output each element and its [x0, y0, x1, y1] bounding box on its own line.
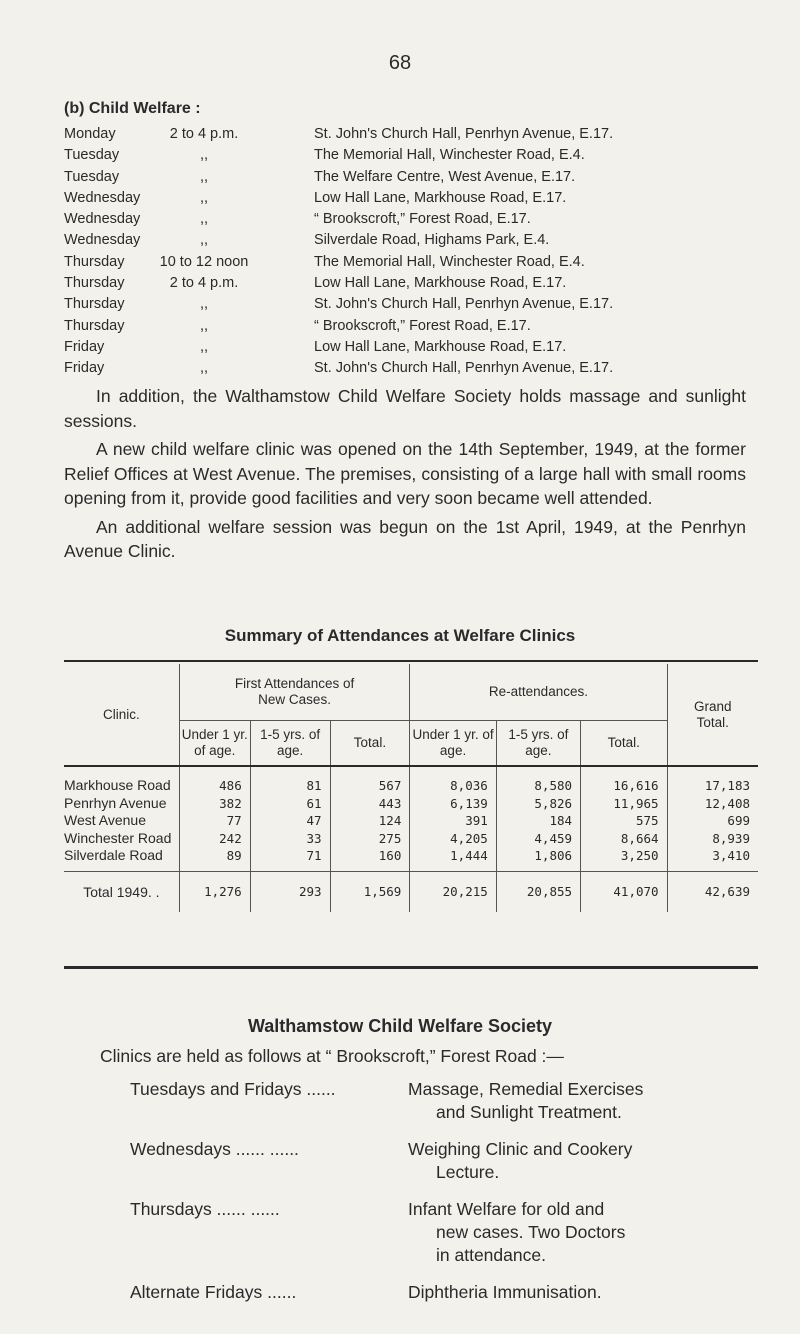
- schedule-day: Thursday: [64, 275, 125, 292]
- cell-re-total: 16,616: [581, 777, 668, 795]
- schedule-place: Silverdale Road, Highams Park, E.4.: [314, 232, 550, 249]
- paragraph: In addition, the Walthamstow Child Welfare Society holds massage and sunlight sessions.: [64, 386, 746, 431]
- schedule-place: St. John's Church Hall, Penrhyn Avenue, E.17.: [314, 296, 614, 313]
- society-what: [408, 1138, 750, 1184]
- cell-re-1to5: 8,580: [496, 777, 580, 795]
- cell-first-under1: 486: [179, 777, 250, 795]
- header-re-attendances: Re-attendances.: [410, 664, 667, 721]
- spacer-cell: [410, 766, 496, 777]
- cell-re-1to5: 1,806: [496, 847, 580, 865]
- society-item: [130, 1198, 750, 1267]
- schedule-time: ,,: [199, 360, 209, 377]
- cell-first-1to5: 61: [250, 795, 330, 813]
- schedule-time: ,,: [199, 317, 209, 334]
- society-when: Thursdays ...... ......: [130, 1199, 280, 1219]
- society-what-line: Massage, Remedial Exercises: [408, 1079, 644, 1099]
- schedule-place: St. John's Church Hall, Penrhyn Avenue, E.17.: [314, 126, 614, 142]
- cell-re-under1: 8,036: [410, 777, 496, 795]
- cell-re-total: 8,664: [581, 830, 668, 848]
- society-item: [130, 1138, 750, 1184]
- cell-re-1to5: 4,459: [496, 830, 580, 848]
- schedule-place: Low Hall Lane, Markhouse Road, E.17.: [314, 275, 567, 292]
- paragraph: A new child welfare clinic was opened on the 14th September, 1949, at the former Relief Offices at West Avenue. The premises, consisting of a large hall with small rooms opening from it, provide good facilities and very soon became well attended.: [64, 439, 746, 508]
- cell-first-total: 443: [330, 795, 410, 813]
- cell-grand: 42,639: [667, 871, 758, 912]
- schedule-day: Friday: [64, 360, 105, 377]
- schedule-day: Thursday: [64, 253, 125, 270]
- table-row: [64, 777, 758, 795]
- schedule-place: “ Brookscroft,” Forest Road, E.17.: [314, 211, 531, 228]
- header-1-5: 1-5 yrs. of age.: [496, 721, 580, 767]
- schedule-place: Low Hall Lane, Markhouse Road, E.17.: [314, 189, 567, 206]
- cell-first-1to5: 71: [250, 847, 330, 865]
- spacer-cell: [667, 766, 758, 777]
- schedule-day: Friday: [64, 338, 105, 355]
- society-what: [408, 1281, 750, 1304]
- schedule-time: ,,: [199, 189, 209, 206]
- cell-first-1to5: 47: [250, 812, 330, 830]
- attendance-table: [64, 664, 758, 912]
- spacer-cell: [330, 766, 410, 777]
- schedule-time: ,,: [199, 168, 209, 185]
- schedule-row: [64, 316, 754, 337]
- schedule-place: St. John's Church Hall, Penrhyn Avenue, E.17.: [314, 360, 614, 377]
- schedule-time: ,,: [199, 232, 209, 249]
- society-when: Wednesdays ...... ......: [130, 1139, 299, 1159]
- cell-grand: 8,939: [667, 830, 758, 848]
- spacer-cell: [581, 766, 668, 777]
- schedule-day: Tuesday: [64, 147, 120, 164]
- society-what-line: and Sunlight Treatment.: [436, 1102, 622, 1122]
- society-item: [130, 1078, 750, 1124]
- spacer-cell: [179, 766, 250, 777]
- cell-re-total: 575: [581, 812, 668, 830]
- cell-first-total: 160: [330, 847, 410, 865]
- schedule-time: 2 to 4 p.m.: [169, 126, 239, 142]
- cell-re-total: 3,250: [581, 847, 668, 865]
- cell-re-1to5: 184: [496, 812, 580, 830]
- schedule-day: Monday: [64, 126, 116, 142]
- cell-re-1to5: 20,855: [496, 871, 580, 912]
- society-what-line: in attendance.: [436, 1245, 546, 1265]
- schedule-row: [64, 230, 754, 251]
- spacer-row: [64, 766, 758, 777]
- summary-title: Summary of Attendances at Welfare Clinics: [224, 626, 576, 645]
- table-top-rule: [64, 660, 758, 662]
- spacer-cell: [64, 766, 179, 777]
- society-what: [408, 1078, 750, 1124]
- cell-first-1to5: 81: [250, 777, 330, 795]
- cell-re-under1: 4,205: [410, 830, 496, 848]
- schedule-time: ,,: [199, 147, 209, 164]
- society-title: Walthamstow Child Welfare Society: [247, 1016, 553, 1036]
- header-total: Total.: [581, 721, 668, 767]
- schedule-place: The Welfare Centre, West Avenue, E.17.: [314, 168, 576, 185]
- schedule-row: [64, 358, 754, 379]
- cell-first-total: 275: [330, 830, 410, 848]
- cell-grand: 699: [667, 812, 758, 830]
- cell-grand: 17,183: [667, 777, 758, 795]
- society-intro: Clinics are held as follows at “ Brookscroft,” Forest Road :—: [100, 1046, 564, 1066]
- table-bottom-rule: [64, 966, 758, 969]
- cell-first-under1: 382: [179, 795, 250, 813]
- schedule-row: [64, 209, 754, 230]
- clinic-name: Winchester Road: [64, 829, 172, 846]
- schedule-row: [64, 188, 754, 209]
- society-schedule: [130, 1078, 750, 1318]
- spacer-cell: [496, 766, 580, 777]
- clinic-name: Silverdale Road: [64, 847, 163, 863]
- section-heading: (b) Child Welfare :: [64, 100, 201, 117]
- cell-grand: 12,408: [667, 795, 758, 813]
- cell-first-under1: 1,276: [179, 871, 250, 912]
- paragraph: An additional welfare session was begun on the 1st April, 1949, at the Penrhyn Avenue Clinic.: [64, 516, 746, 561]
- society-what-line: Lecture.: [436, 1162, 500, 1182]
- schedule-time: ,,: [199, 211, 209, 228]
- clinic-schedule: [64, 124, 754, 380]
- schedule-row: [64, 294, 754, 315]
- header-1-5: 1-5 yrs. of age.: [250, 721, 330, 767]
- schedule-day: Wednesday: [64, 189, 141, 206]
- clinic-name: Total 1949. .: [83, 883, 160, 900]
- cell-first-1to5: 293: [250, 871, 330, 912]
- schedule-day: Thursday: [64, 317, 125, 334]
- cell-first-total: 567: [330, 777, 410, 795]
- schedule-place: The Memorial Hall, Winchester Road, E.4.: [314, 147, 585, 164]
- cell-first-total: 124: [330, 812, 410, 830]
- schedule-place: Low Hall Lane, Markhouse Road, E.17.: [314, 338, 567, 355]
- schedule-row: [64, 273, 754, 294]
- society-what-line: new cases. Two Doctors: [436, 1222, 626, 1242]
- clinic-name: Penrhyn Avenue: [64, 794, 167, 811]
- header-clinic: Clinic.: [64, 664, 179, 766]
- schedule-time: ,,: [199, 338, 209, 355]
- cell-first-1to5: 33: [250, 830, 330, 848]
- schedule-row: [64, 252, 754, 273]
- society-item: [130, 1281, 750, 1304]
- table-row: [64, 812, 758, 830]
- clinic-name: Markhouse Road: [64, 777, 171, 793]
- header-total: Total.: [330, 721, 410, 767]
- table-row: [64, 830, 758, 848]
- total-row: [64, 871, 758, 912]
- header-first-attendances: First Attendances of New Cases.: [179, 664, 410, 721]
- clinic-name: West Avenue: [64, 812, 146, 828]
- society-what-line: Infant Welfare for old and: [408, 1199, 605, 1219]
- header-under-1: Under 1 yr. of age.: [179, 721, 250, 767]
- cell-first-total: 1,569: [330, 871, 410, 912]
- schedule-day: Thursday: [64, 296, 125, 313]
- cell-first-under1: 89: [179, 847, 250, 865]
- spacer-cell: [250, 766, 330, 777]
- schedule-row: [64, 145, 754, 166]
- society-what-line: Diphtheria Immunisation.: [408, 1282, 602, 1302]
- cell-re-under1: 6,139: [410, 795, 496, 813]
- society-when: Tuesdays and Fridays ......: [130, 1079, 336, 1099]
- society-when: Alternate Fridays ......: [130, 1282, 297, 1302]
- cell-grand: 3,410: [667, 847, 758, 865]
- table-row: [64, 847, 758, 865]
- schedule-day: Tuesday: [64, 168, 120, 185]
- schedule-time: 10 to 12 noon: [159, 253, 249, 270]
- table-row: [64, 795, 758, 813]
- cell-re-under1: 391: [410, 812, 496, 830]
- schedule-row: [64, 337, 754, 358]
- header-grand-total: Grand Total.: [667, 664, 758, 766]
- intro-paragraphs: [64, 384, 746, 564]
- society-what: [408, 1198, 750, 1267]
- society-what-line: Weighing Clinic and Cookery: [408, 1139, 633, 1159]
- cell-first-under1: 242: [179, 830, 250, 848]
- cell-re-under1: 20,215: [410, 871, 496, 912]
- schedule-day: Wednesday: [64, 211, 141, 228]
- schedule-row: [64, 124, 754, 145]
- schedule-place: “ Brookscroft,” Forest Road, E.17.: [314, 317, 531, 334]
- cell-re-under1: 1,444: [410, 847, 496, 865]
- schedule-day: Wednesday: [64, 232, 141, 249]
- cell-re-1to5: 5,826: [496, 795, 580, 813]
- header-under-1: Under 1 yr. of age.: [410, 721, 496, 767]
- schedule-time: 2 to 4 p.m.: [169, 275, 239, 292]
- page-number: 68: [388, 52, 412, 74]
- cell-re-total: 41,070: [581, 871, 668, 912]
- schedule-place: The Memorial Hall, Winchester Road, E.4.: [314, 253, 585, 270]
- cell-first-under1: 77: [179, 812, 250, 830]
- schedule-time: ,,: [199, 296, 209, 313]
- cell-re-total: 11,965: [581, 795, 668, 813]
- schedule-row: [64, 167, 754, 188]
